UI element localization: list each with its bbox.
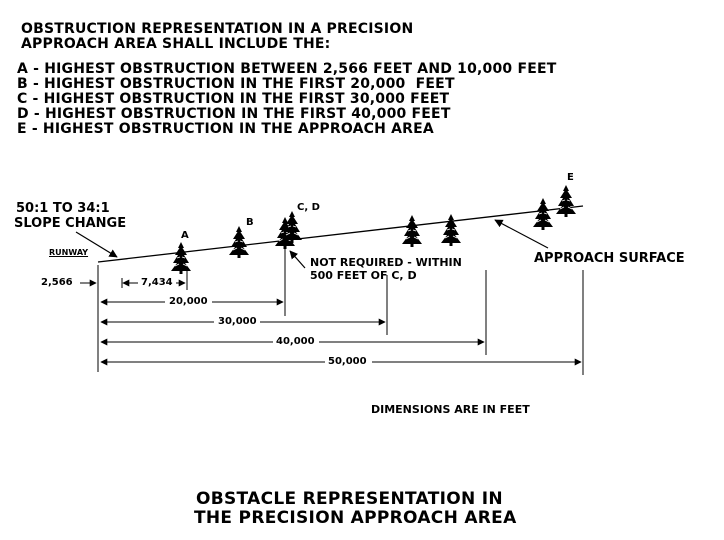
units-note: DIMENSIONS ARE IN FEET xyxy=(371,403,530,416)
legend-item-e: E - HIGHEST OBSTRUCTION IN THE APPROACH AREA xyxy=(17,121,434,137)
tree-icon-near-1 xyxy=(402,215,422,247)
header-line-1: OBSTRUCTION REPRESENTATION IN A PRECISION xyxy=(21,21,414,37)
dim-label-7434: 7,434 xyxy=(141,277,173,288)
dim-label-50000: 50,000 xyxy=(328,356,367,367)
obstruction-label-b: B xyxy=(246,217,254,228)
legend-item-d: D - HIGHEST OBSTRUCTION IN THE FIRST 40,000 FEET xyxy=(17,106,451,122)
runway-label: RUNWAY xyxy=(49,248,89,257)
approach-surface-line xyxy=(98,206,583,262)
tree-icon-b xyxy=(229,226,249,258)
obstruction-label-e: E xyxy=(567,172,574,183)
obstruction-label-cd: C, D xyxy=(297,202,320,213)
not-required-arrow xyxy=(290,251,305,268)
dim-label-30000: 30,000 xyxy=(218,316,257,327)
legend-item-b: B - HIGHEST OBSTRUCTION IN THE FIRST 20,000 FEET xyxy=(17,76,455,92)
dim-label-20000: 20,000 xyxy=(169,296,208,307)
tree-icon-near-2 xyxy=(441,214,461,246)
slope-change-label-1: 50:1 TO 34:1 xyxy=(16,201,110,216)
dim-label-2566: 2,566 xyxy=(41,277,73,288)
header-line-2: APPROACH AREA SHALL INCLUDE THE: xyxy=(21,36,331,52)
approach-surface-label: APPROACH SURFACE xyxy=(534,251,685,266)
tree-icon-e1 xyxy=(533,198,553,230)
figure-title-line-1: OBSTACLE REPRESENTATION IN xyxy=(196,489,503,509)
slope-change-label-2: SLOPE CHANGE xyxy=(14,216,127,231)
obstruction-label-a: A xyxy=(181,230,189,241)
tree-icon-e xyxy=(556,185,576,217)
legend-item-a: A - HIGHEST OBSTRUCTION BETWEEN 2,566 FEET AND 10,000 FEET xyxy=(17,61,557,77)
legend-item-c: C - HIGHEST OBSTRUCTION IN THE FIRST 30,000 FEET xyxy=(17,91,450,107)
figure-title-line-2: THE PRECISION APPROACH AREA xyxy=(194,508,517,528)
not-required-label-1: NOT REQUIRED - WITHIN xyxy=(310,256,462,269)
tree-icon-a xyxy=(171,242,191,274)
dim-label-40000: 40,000 xyxy=(276,336,315,347)
not-required-label-2: 500 FEET OF C, D xyxy=(310,269,417,282)
